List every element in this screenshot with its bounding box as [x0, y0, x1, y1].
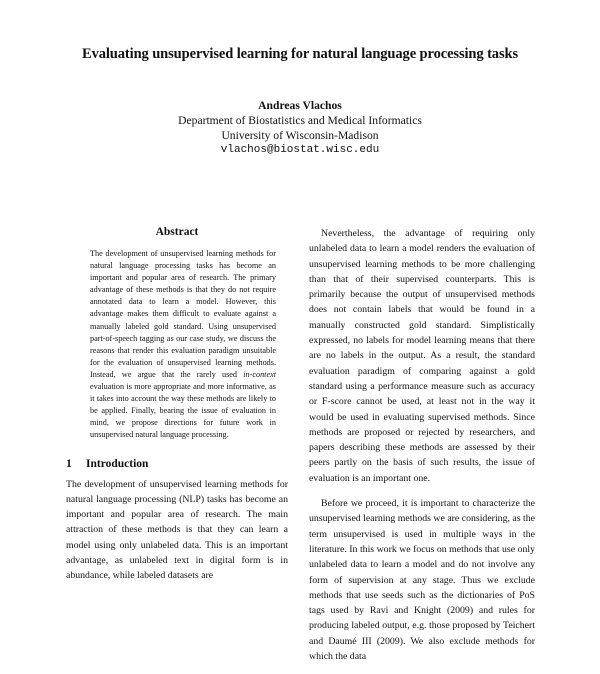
abstract-text-part-2: evaluation is more appropriate and more informative, as it takes into account the way these methods are likely to be applied. Finally, bearing the issue of evaluation in mind, we propose directions for future work in unsupervised natural language processing. [90, 382, 276, 440]
right-paragraph-1-text: Nevertheless, the advantage of requiring only unlabeled data to learn a model renders the evaluation of unsupervised learning methods to be more challenging than that of their supervised counterparts. This is primarily because the output of unsupervised methods does not contain labels that would be found in a manually constructed gold standard. Simplistically expressed, no labels for model learning means that there are no labels in the output. As a result, the standard evaluation paradigm of comparing against a gold standard using a performance measure such as accuracy or F-score cannot be used, at least not in the way it would be used in evaluating supervised methods. Since methods are proposed or rejected by researchers, and papers describing these methods are assessed by their peers partly on the basis of such results, the issue of evaluation is an important one. [309, 228, 535, 484]
abstract-emphasis: in-context [243, 369, 276, 379]
abstract-text-part-1: The development of unsupervised learning methods for natural language processing tasks has become an important and popular area of research. The primary advantage of these methods is that they do not require annotated data to learn a model. However, this advantage makes them difficult to evaluate against a manually labeled gold standard. Using unsupervised part-of-speech tagging as our case study, we discuss the reasons that render this evaluation paradigm unsuitable for the evaluation of unsupervised learning methods. Instead, we argue that the rarely used [90, 249, 276, 379]
right-paragraph-1 [309, 226, 535, 486]
author-affiliation-university: University of Wisconsin-Madison [221, 129, 379, 142]
right-column [309, 226, 535, 674]
right-paragraph-2-text: Before we proceed, it is important to characterize the unsupervised learning methods we are considering, as the term unsupervised is used in multiple ways in the literature. In this work we focus on methods that use only unlabeled data to learn a model and do not involve any form of supervision at any stage. Thus we exclude methods that use seeds such as the dictionaries of PoS tags used by Ravi and Knight (2009) and rules for producing labeled output, e.g. those proposed by Teichert and Daumé III (2009). We also exclude methods for which the data [309, 498, 535, 663]
paper-title: Evaluating unsupervised learning for natural language processing tasks [82, 46, 518, 62]
abstract-heading: Abstract [155, 226, 199, 238]
section-title: Introduction [86, 457, 149, 470]
introduction-paragraph: The development of unsupervised learning methods for natural language processing (NLP) tasks has become an important and popular area of research. The main attraction of these methods is that they can learn a model using only unlabeled data. This is an important advantage, as unlabeled text in digital form is in abundance, while labeled datasets are [66, 478, 288, 582]
section-number: 1 [66, 457, 72, 470]
left-column [66, 226, 288, 584]
author-name: Andreas Vlachos [258, 99, 342, 112]
author-affiliation-department: Department of Biostatistics and Medical Informatics [178, 114, 422, 127]
author-block [0, 98, 600, 158]
abstract-text [90, 248, 276, 442]
author-email: vlachos@biostat.wisc.edu [220, 144, 380, 156]
right-paragraph-2 [309, 496, 535, 664]
introduction-heading [66, 458, 288, 470]
